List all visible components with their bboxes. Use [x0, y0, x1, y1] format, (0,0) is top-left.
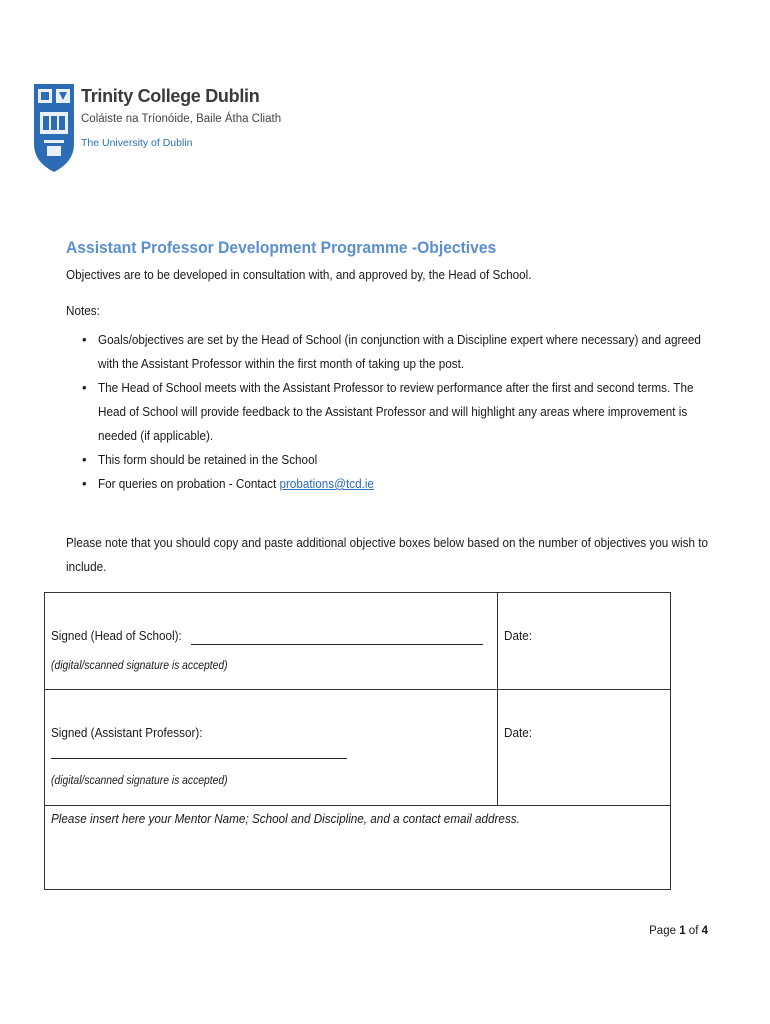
- copy-note: [66, 531, 770, 579]
- notes-list: [78, 328, 738, 496]
- list-item: [78, 472, 738, 496]
- page-total: 4: [701, 925, 708, 937]
- asst-signature-cell[interactable]: [45, 690, 497, 805]
- mentor-prompt: Please insert here your Mentor Name; School and Discipline, and a contact email address.: [51, 811, 520, 826]
- note-line: [98, 472, 674, 496]
- tcd-crest-icon: [32, 82, 76, 174]
- list-item: [78, 376, 738, 448]
- bullet-icon: •: [82, 332, 87, 347]
- probations-email-link[interactable]: probations@tcd.ie: [279, 476, 374, 491]
- bullet-icon: •: [82, 476, 87, 491]
- logo-irish-name: Coláiste na Tríonóide, Baile Átha Cliath: [81, 113, 282, 125]
- page-of: of: [688, 925, 699, 937]
- page-word: Page: [649, 925, 676, 937]
- copy-note-line: Please note that you should copy and paste additional objective boxes below based on the number of objectives you wish to: [66, 535, 708, 550]
- note-line: needed (if applicable).: [98, 428, 214, 443]
- note-line: This form should be retained in the School: [98, 452, 318, 467]
- logo-title: Trinity College Dublin: [81, 86, 260, 106]
- contact-prefix: For queries on probation - Contact: [98, 476, 280, 491]
- head-date-cell[interactable]: [498, 593, 671, 689]
- signature-table: [44, 592, 671, 890]
- head-signature-label: Signed (Head of School):: [51, 628, 182, 643]
- asst-date-label: Date:: [504, 725, 532, 740]
- mentor-details-field[interactable]: [45, 806, 671, 890]
- logo-subtitle: The University of Dublin: [81, 137, 193, 149]
- note-line: The Head of School meets with the Assistant Professor to review performance after the first and second terms. The: [98, 380, 694, 395]
- page-current: 1: [679, 925, 686, 937]
- head-date-label: Date:: [504, 628, 532, 643]
- bullet-icon: •: [82, 380, 87, 395]
- tcd-logo: [32, 82, 282, 178]
- asst-signature-note: (digital/scanned signature is accepted): [51, 775, 228, 787]
- asst-signature-label: Signed (Assistant Professor):: [51, 725, 203, 740]
- note-line: Head of School will provide feedback to the Assistant Professor and will highlight any areas where improvement is: [98, 404, 688, 419]
- intro-text: Objectives are to be developed in consultation with, and approved by, the Head of School.: [66, 267, 532, 282]
- asst-signature-line[interactable]: [51, 758, 347, 759]
- head-signature-cell[interactable]: [45, 593, 497, 689]
- note-line: Goals/objectives are set by the Head of School (in conjunction with a Discipline expert where necessary) and agreed: [98, 332, 701, 347]
- page-number: [649, 925, 708, 937]
- page-title: Assistant Professor Development Programme -Objectives: [66, 238, 497, 257]
- note-line: with the Assistant Professor within the first month of taking up the post.: [98, 356, 465, 371]
- asst-date-cell[interactable]: [498, 690, 671, 805]
- notes-label: Notes:: [66, 303, 100, 318]
- head-signature-note: (digital/scanned signature is accepted): [51, 660, 228, 672]
- copy-note-line: include.: [66, 559, 107, 574]
- list-item: [78, 328, 738, 376]
- list-item: [78, 448, 738, 472]
- bullet-icon: •: [82, 452, 87, 467]
- head-signature-line[interactable]: [191, 644, 483, 645]
